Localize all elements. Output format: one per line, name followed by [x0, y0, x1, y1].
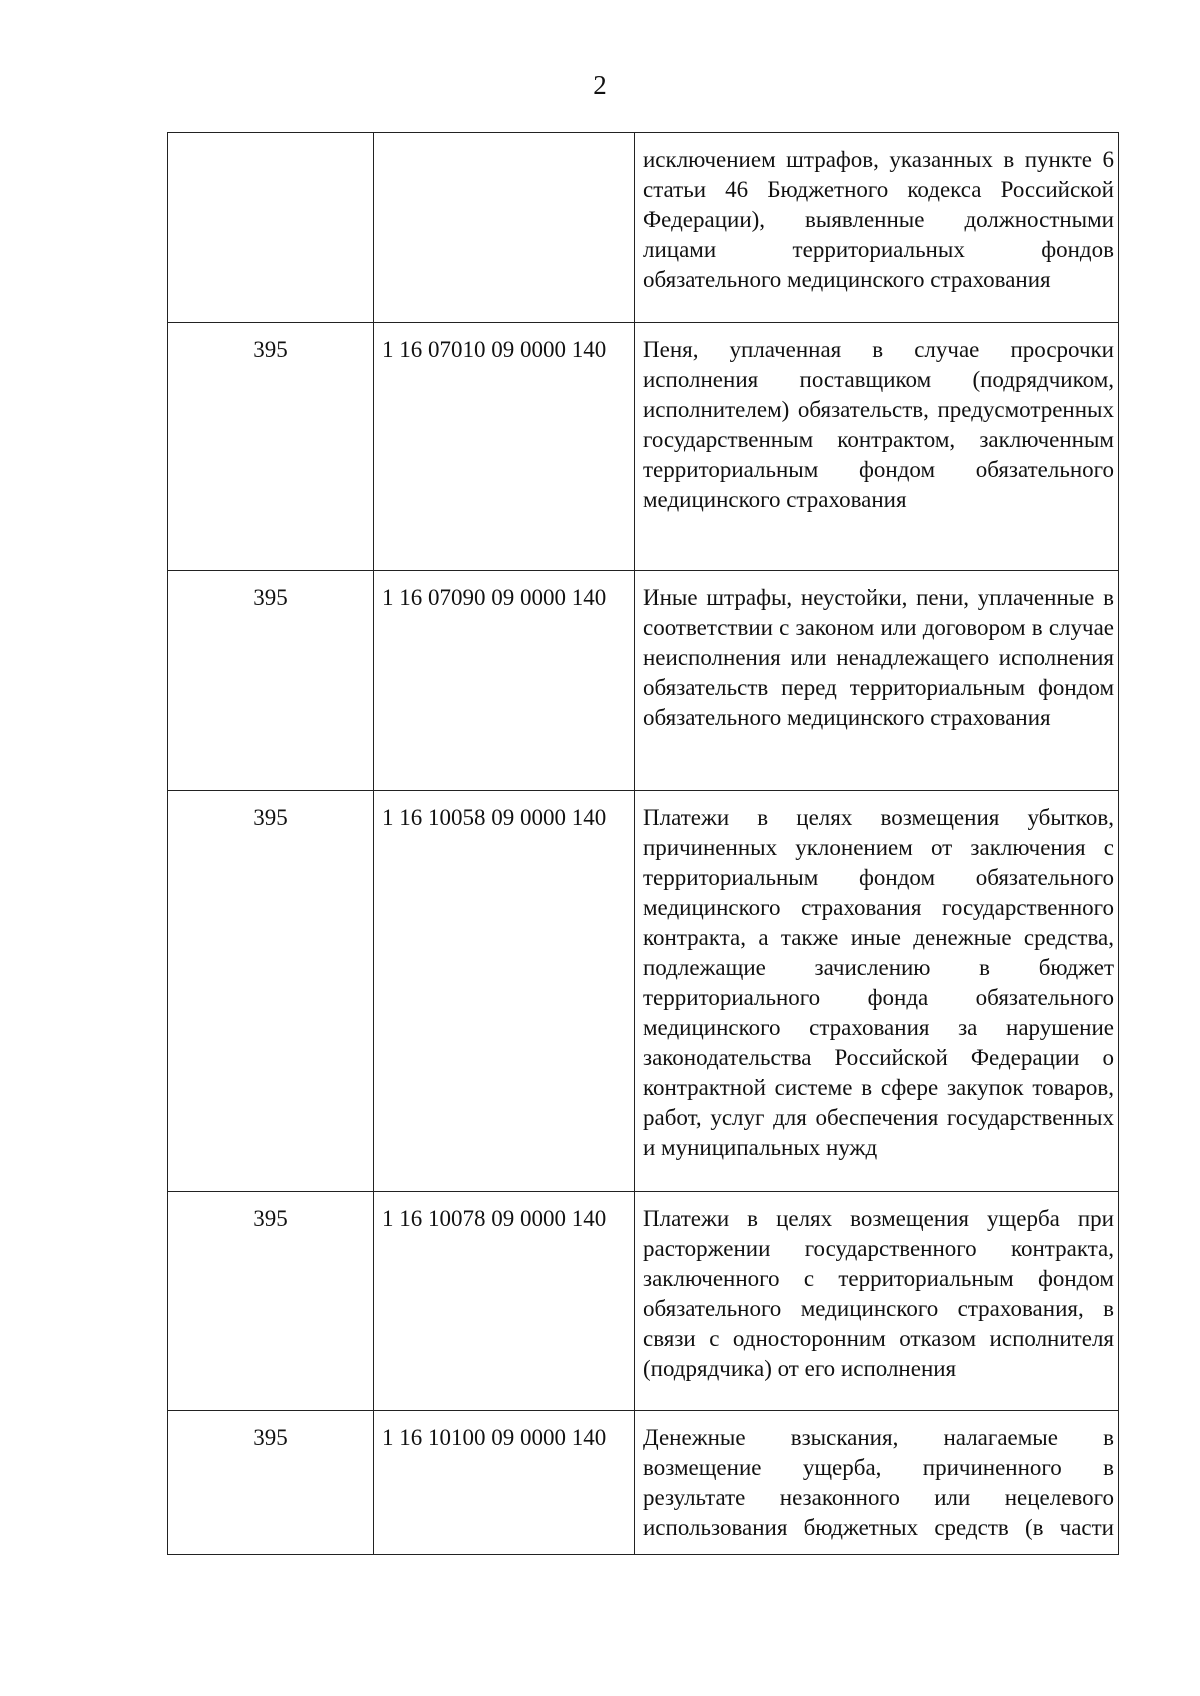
- description-cell: Пеня, уплаченная в случае просрочки исполнения поставщиком (подрядчиком, исполнителем) обязательств, предусмотренных государственным контрактом, заключенным территориальным фондом обязательного медицинского страхования: [635, 323, 1119, 571]
- table-row: [168, 133, 1119, 323]
- description-cell: исключением штрафов, указанных в пункте 6 статьи 46 Бюджетного кодекса Российской Федерации), выявленные должностными лицами территориальных фондов обязательного медицинского страхования: [635, 133, 1119, 323]
- table-row: [168, 323, 1119, 571]
- budget-codes-table: [167, 132, 1119, 1555]
- budget-code-cell: [374, 133, 635, 323]
- table-row: [168, 1411, 1119, 1555]
- page-number: 2: [593, 70, 607, 100]
- budget-code-cell: 1 16 10058 09 0000 140: [374, 791, 635, 1192]
- admin-code-cell: [168, 133, 374, 323]
- budget-code-cell: 1 16 10100 09 0000 140: [374, 1411, 635, 1555]
- admin-code-cell: 395: [168, 791, 374, 1192]
- description-cell: Денежные взыскания, налагаемые в возмещение ущерба, причиненного в результате незаконного или нецелевого использования бюджетных средств (в части: [635, 1411, 1119, 1555]
- description-cell: Иные штрафы, неустойки, пени, уплаченные в соответствии с законом или договором в случае неисполнения или ненадлежащего исполнения обязательств перед территориальным фондом обязательного медицинского страхования: [635, 571, 1119, 791]
- table-row: [168, 1192, 1119, 1411]
- budget-code-cell: 1 16 10078 09 0000 140: [374, 1192, 635, 1411]
- table-row: [168, 571, 1119, 791]
- budget-code-cell: 1 16 07090 09 0000 140: [374, 571, 635, 791]
- admin-code-cell: 395: [168, 571, 374, 791]
- budget-code-cell: 1 16 07010 09 0000 140: [374, 323, 635, 571]
- admin-code-cell: 395: [168, 1192, 374, 1411]
- admin-code-cell: 395: [168, 1411, 374, 1555]
- table-row: [168, 791, 1119, 1192]
- description-cell: Платежи в целях возмещения ущерба при расторжении государственного контракта, заключенного с территориальным фондом обязательного медицинского страхования, в связи с односторонним отказом исполнителя (подрядчика) от его исполнения: [635, 1192, 1119, 1411]
- description-cell: Платежи в целях возмещения убытков, причиненных уклонением от заключения с территориальным фондом обязательного медицинского страхования государственного контракта, а также иные денежные средства, подлежащие зачислению в бюджет территориального фонда обязательного медицинского страхования за нарушение законодательства Российской Федерации о контрактной системе в сфере закупок товаров, работ, услуг для обеспечения государственных и муниципальных нужд: [635, 791, 1119, 1192]
- admin-code-cell: 395: [168, 323, 374, 571]
